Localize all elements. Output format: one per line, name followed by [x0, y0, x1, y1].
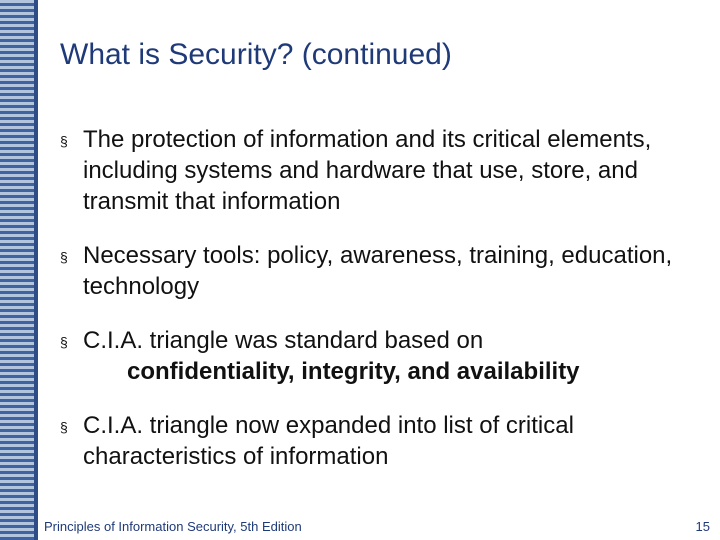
footer-text: Principles of Information Security, 5th Edition [44, 519, 302, 534]
bullet-marker-icon: § [60, 419, 68, 435]
slide-title: What is Security? (continued) [60, 38, 452, 71]
bullet-item [60, 410, 700, 472]
bullet-item [60, 240, 700, 302]
page-number: 15 [695, 519, 710, 534]
bullet-marker-icon: § [60, 133, 68, 149]
bullet-emphasis: confidentiality, integrity, and availability [127, 358, 580, 385]
bullet-text: Necessary tools: policy, awareness, training, education, technology [83, 242, 673, 300]
decorative-stripe-bar [0, 0, 38, 540]
bullet-item [60, 325, 700, 387]
bullet-text: C.I.A. triangle now expanded into list of critical characteristics of information [83, 412, 574, 470]
bullet-marker-icon: § [60, 249, 68, 265]
bullet-text: The protection of information and its critical elements, including systems and hardware that use, store, and transmit that information [83, 126, 652, 215]
bullet-marker-icon: § [60, 334, 68, 350]
bullet-text: C.I.A. triangle was standard based on [83, 327, 484, 354]
bullet-list [60, 124, 700, 495]
bullet-item [60, 124, 700, 217]
